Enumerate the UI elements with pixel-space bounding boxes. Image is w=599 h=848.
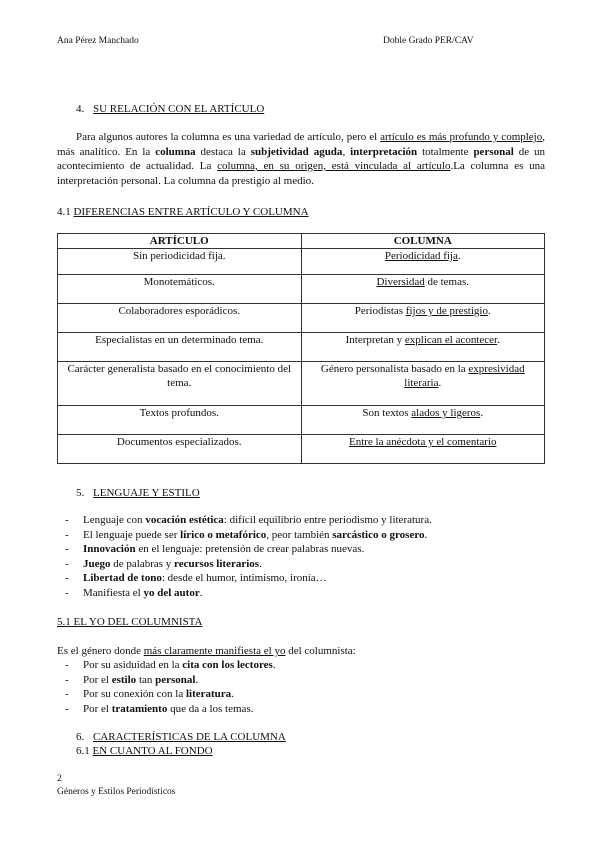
list-item: - Innovación en el lenguaje: pretensión de crear palabras nuevas. (57, 542, 547, 557)
list-item: - Lenguaje con vocación estética: difícil equilibrio entre periodismo y literatura. (57, 513, 547, 528)
table-row (58, 249, 545, 275)
articulo-cell: Colaboradores esporádicos. (58, 304, 302, 333)
section-6-1-heading (76, 744, 213, 759)
table-header-row (58, 234, 545, 249)
table-row (58, 435, 545, 464)
section-5-heading (76, 486, 200, 501)
section-title: EN CUANTO AL FONDO (92, 745, 213, 757)
section-4-heading (76, 102, 264, 117)
articulo-cell: Carácter generalista basado en el conocimiento del tema. (58, 362, 302, 406)
section-number: 5. (76, 487, 85, 499)
section-title: CARACTERÍSTICAS DE LA COLUMNA (93, 731, 286, 743)
table-row (58, 333, 545, 362)
columna-cell: Periodistas fijos y de prestigio. (301, 304, 545, 333)
section-title: LENGUAJE Y ESTILO (93, 487, 200, 499)
table-body (58, 249, 545, 464)
articulo-cell: Sin periodicidad fija. (58, 249, 302, 275)
table-row (58, 406, 545, 435)
columna-cell: Diversidad de temas. (301, 275, 545, 304)
list-item: - Libertad de tono: desde el humor, intimismo, ironía… (57, 571, 547, 586)
section-4-1-heading (57, 205, 309, 220)
list-item: - El lenguaje puede ser lírico o metafórico, peor también sarcástico o grosero. (57, 528, 547, 543)
table-row (58, 362, 545, 406)
list-item: - Por el tratamiento que da a los temas. (57, 702, 547, 717)
section-6-heading (76, 730, 286, 745)
list-item: - Manifiesta el yo del autor. (57, 586, 547, 601)
list-item: - Por su asiduidad en la cita con los lectores. (57, 658, 547, 673)
section-number: 4. (76, 103, 85, 115)
table-row (58, 304, 545, 333)
list-item: - Por su conexión con la literatura. (57, 687, 547, 702)
header-degree: Doble Grado PER/CAV (383, 36, 474, 46)
header-author: Ana Pérez Manchado (57, 36, 139, 46)
columna-cell: Entre la anécdota y el comentario (301, 435, 545, 464)
columna-cell: Son textos alados y ligeros. (301, 406, 545, 435)
page-number: 2 (57, 774, 62, 784)
style-features-list (57, 513, 547, 600)
columna-cell: Género personalista basado en la expresividad literaria. (301, 362, 545, 406)
articulo-cell: Monotemáticos. (58, 275, 302, 304)
section-title: DIFERENCIAS ENTRE ARTÍCULO Y COLUMNA (73, 206, 309, 218)
list-item: - Por el estilo tan personal. (57, 673, 547, 688)
articulo-cell: Especialistas en un determinado tema. (58, 333, 302, 362)
section-number: 6.1 (76, 745, 90, 757)
list-item: - Juego de palabras y recursos literarios. (57, 557, 547, 572)
column-header: ARTÍCULO (58, 234, 302, 249)
section-5-1-heading: 5.1 EL YO DEL COLUMNISTA (57, 616, 203, 628)
column-header: COLUMNA (301, 234, 545, 249)
columna-cell: Interpretan y explican el acontecer. (301, 333, 545, 362)
table-row (58, 275, 545, 304)
columnist-self-list (57, 658, 547, 716)
section-5-1-intro: Es el género donde más claramente manifiesta el yo del columnista: (57, 645, 356, 657)
section-number: 6. (76, 731, 85, 743)
comparison-table (57, 233, 545, 464)
articulo-cell: Documentos especializados. (58, 435, 302, 464)
section-number: 4.1 (57, 206, 71, 218)
section-4-paragraph: Para algunos autores la columna es una variedad de artículo, pero el artículo es más profundo y complejo, más analítico. En la columna destaca la subjetividad aguda, interpretación totalmente personal de un acontecimiento de actualidad. La columna, en su origen, está vinculada al artículo.La columna es una interpretación personal. La columna da prestigio al medio. (57, 131, 546, 187)
section-title: SU RELACIÓN CON EL ARTÍCULO (93, 103, 265, 115)
articulo-cell: Textos profundos. (58, 406, 302, 435)
columna-cell: Periodicidad fija. (301, 249, 545, 275)
course-name: Géneros y Estilos Periodísticos (57, 787, 176, 797)
